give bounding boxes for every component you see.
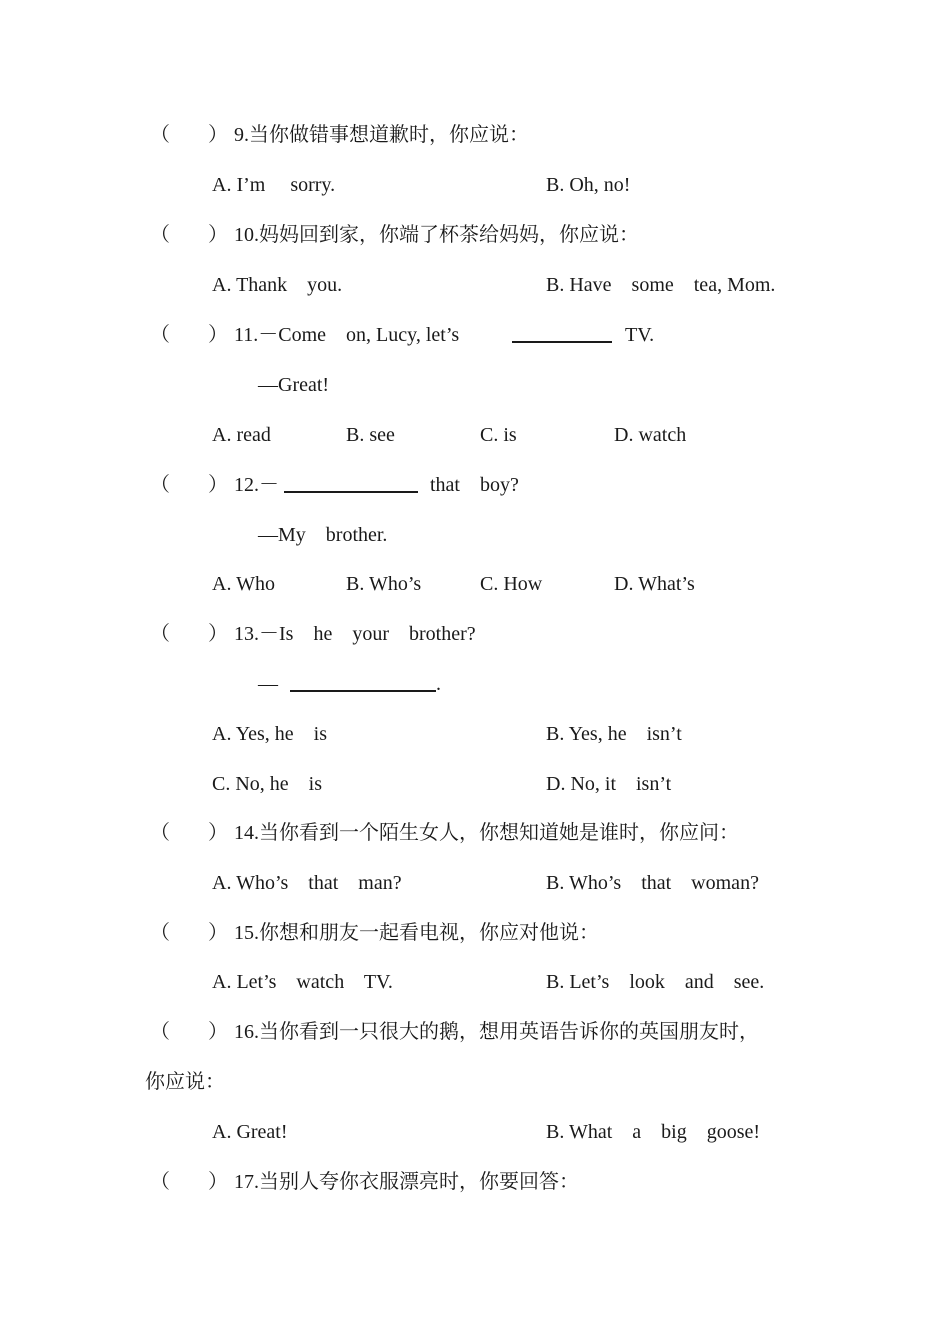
option-b: B. Yes, he isn’t (546, 723, 682, 745)
option-a: A. I’m sorry. (212, 174, 336, 196)
answer-paren-open: （ (150, 1021, 170, 1043)
option-b: B. What a big goose! (546, 1121, 761, 1143)
answer-paren-open: （ (150, 1171, 170, 1193)
option-a: A. read (212, 424, 271, 446)
answer-blank (284, 473, 418, 499)
option-c: C. No, he is (212, 773, 322, 795)
question-stem: 11.－Come on, Lucy, let’s (234, 324, 465, 346)
answer-blank (512, 323, 612, 349)
option-d: D. No, it isn’t (546, 773, 672, 795)
question-stem-end: that boy? (430, 474, 519, 496)
option-a: A. Who’s that man? (212, 872, 402, 894)
answer-blank (290, 672, 436, 698)
question-stem: 15.你想和朋友一起看电视，你应对他说： (234, 922, 599, 944)
option-b: B. Let’s look and see. (546, 971, 765, 993)
answer-paren-close: ） (208, 124, 228, 146)
answer-paren-open: （ (150, 124, 170, 146)
dialog-reply: —Great! (258, 374, 330, 396)
answer-paren-close: ） (208, 324, 228, 346)
answer-paren-close: ） (208, 1171, 228, 1193)
answer-paren-close: ） (208, 474, 228, 496)
answer-paren-close: ） (208, 224, 228, 246)
option-c: C. is (480, 424, 517, 446)
option-d: D. What’s (614, 573, 695, 595)
question-stem: 17.当别人夸你衣服漂亮时，你要回答： (234, 1171, 579, 1193)
option-b: B. Who’s (346, 573, 422, 595)
question-stem-end: TV. (625, 324, 655, 346)
answer-paren-close: ） (208, 1021, 228, 1043)
option-b: B. Have some tea, Mom. (546, 274, 776, 296)
option-a: A. Let’s watch TV. (212, 971, 393, 993)
question-stem: 14.当你看到一个陌生女人，你想知道她是谁时，你应问： (234, 822, 739, 844)
option-b: B. Who’s that woman? (546, 872, 759, 894)
option-b: B. Oh, no! (546, 174, 631, 196)
dialog-reply-dash: — (258, 673, 278, 695)
answer-paren-close: ） (208, 922, 228, 944)
option-a: A. Great! (212, 1121, 288, 1143)
option-a: A. Who (212, 573, 275, 595)
answer-paren-open: （ (150, 474, 170, 496)
question-stem: 9.当你做错事想道歉时，你应说： (234, 124, 529, 146)
answer-paren-open: （ (150, 623, 170, 645)
question-stem: 16.当你看到一只很大的鹅，想用英语告诉你的英国朋友时， (234, 1021, 759, 1043)
dialog-reply-end: . (436, 673, 441, 695)
option-c: C. How (480, 573, 543, 595)
answer-paren-open: （ (150, 224, 170, 246)
question-stem: 12.－ (234, 474, 279, 496)
answer-paren-close: ） (208, 822, 228, 844)
answer-paren-open: （ (150, 822, 170, 844)
answer-paren-open: （ (150, 324, 170, 346)
question-stem: 10.妈妈回到家，你端了杯茶给妈妈，你应说： (234, 224, 639, 246)
question-stem-continued: 你应说： (145, 1071, 225, 1093)
option-a: A. Thank you. (212, 274, 343, 296)
dialog-reply: —My brother. (258, 524, 388, 546)
answer-paren-close: ） (208, 623, 228, 645)
option-b: B. see (346, 424, 395, 446)
answer-paren-open: （ (150, 922, 170, 944)
option-d: D. watch (614, 424, 687, 446)
option-a: A. Yes, he is (212, 723, 328, 745)
question-stem: 13.－Is he your brother? (234, 623, 476, 645)
